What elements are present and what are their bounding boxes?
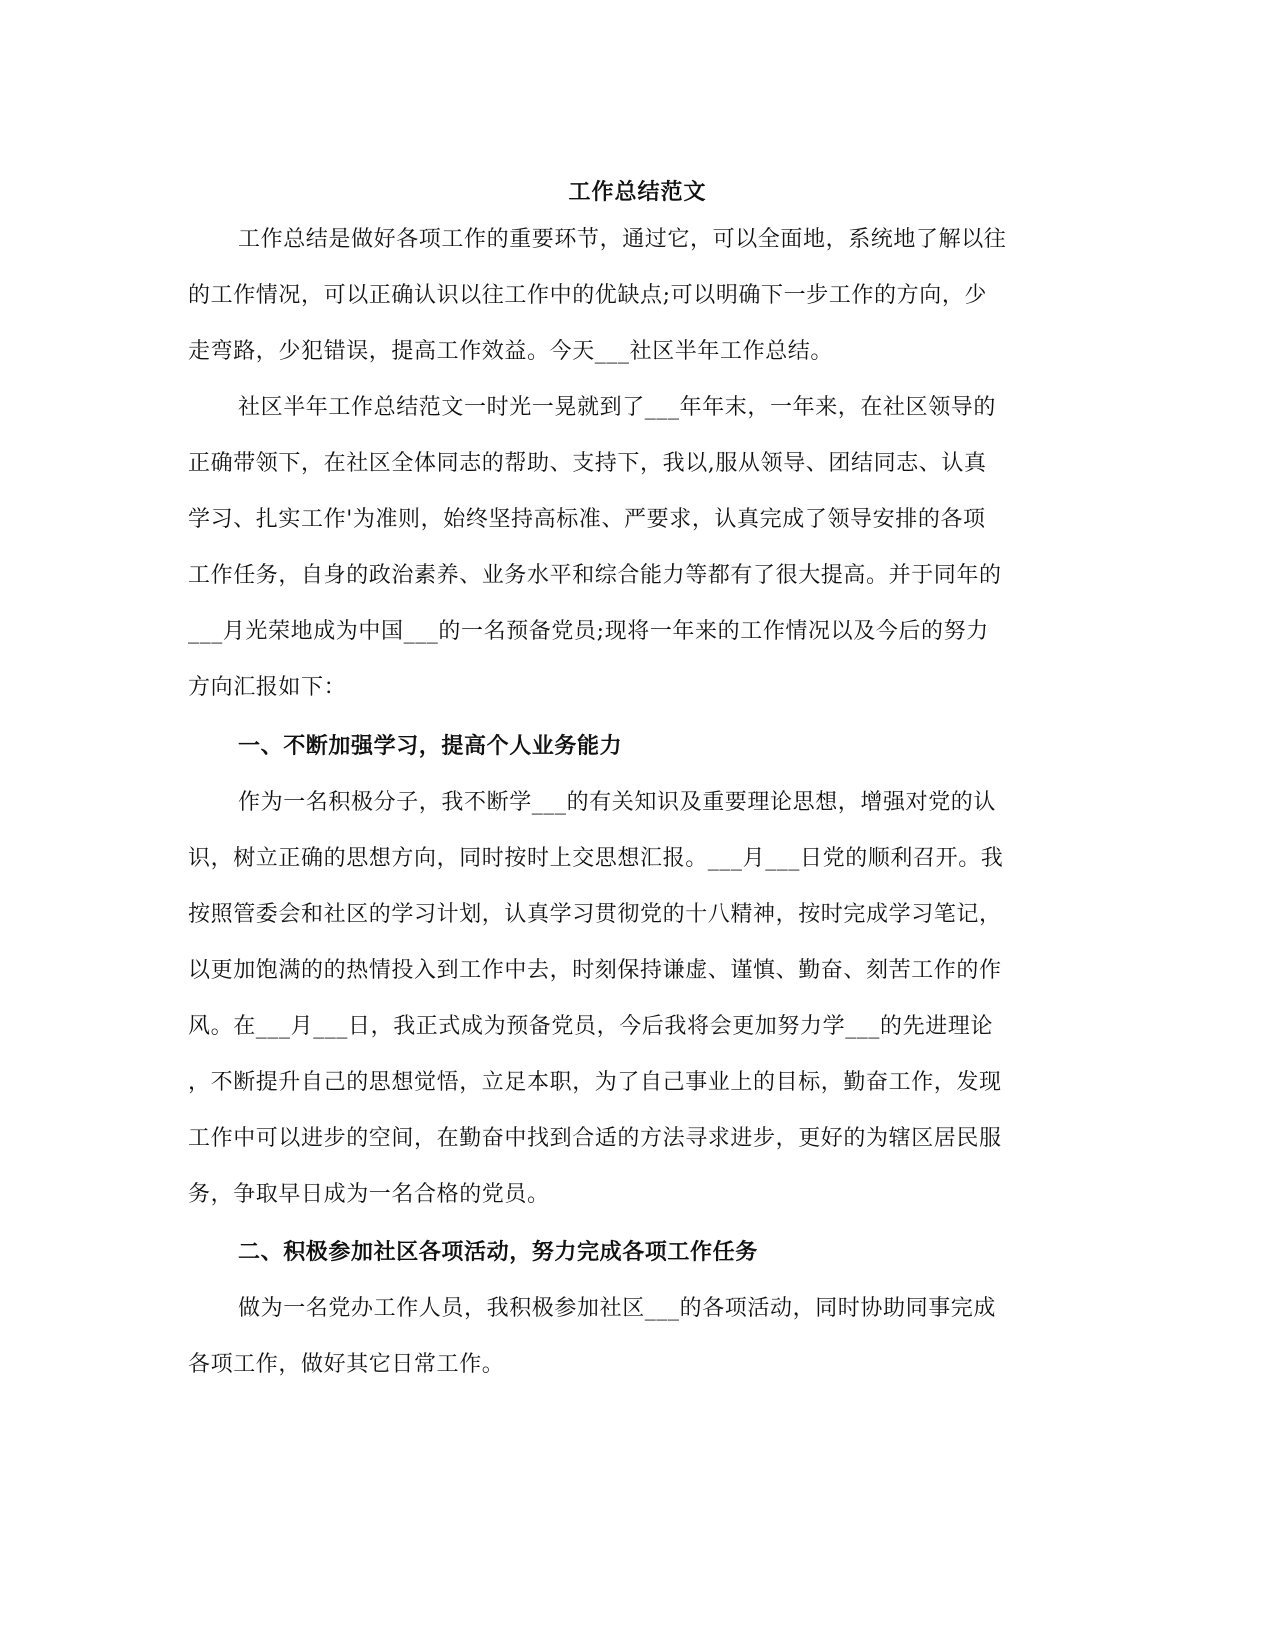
document-title: 工作总结范文 — [568, 179, 707, 205]
paragraph-line: 的工作情况，可以正确认识以往工作中的优缺点;可以明确下一步工作的方向，少 — [188, 283, 988, 308]
paragraph-line: 以更加饱满的的热情投入到工作中去，时刻保持谦虚、谨慎、勤奋、刻苦工作的作 — [188, 958, 1002, 983]
paragraph-line: 各项工作，做好其它日常工作。 — [188, 1352, 505, 1377]
paragraph-line: 识，树立正确的思想方向，同时按时上交思想汇报。___月___日党的顺利召开。我 — [188, 846, 1004, 871]
paragraph-line: 走弯路，少犯错误，提高工作效益。今天___社区半年工作总结。 — [188, 339, 834, 364]
paragraph-line: 按照管委会和社区的学习计划，认真学习贯彻党的十八精神，按时完成学习笔记， — [188, 902, 1002, 927]
paragraph-line: 工作中可以进步的空间，在勤奋中找到合适的方法寻求进步，更好的为辖区居民服 — [188, 1126, 1002, 1151]
paragraph-line: 社区半年工作总结范文一时光一晃就到了___年年末，一年来，在社区领导的 — [238, 395, 997, 420]
paragraph-line: 作为一名积极分子，我不断学___的有关知识及重要理论思想，增强对党的认 — [238, 790, 997, 815]
paragraph-line: ___月光荣地成为中国___的一名预备党员;现将一年来的工作情况以及今后的努力 — [188, 619, 989, 644]
paragraph-line: 务，争取早日成为一名合格的党员。 — [188, 1182, 550, 1207]
paragraph-line: 工作总结是做好各项工作的重要环节，通过它，可以全面地，系统地了解以往 — [238, 227, 1007, 252]
section-heading: 一、不断加强学习，提高个人业务能力 — [238, 733, 623, 759]
paragraph-line: 方向汇报如下： — [188, 675, 347, 700]
section-heading: 二、积极参加社区各项活动，努力完成各项工作任务 — [238, 1239, 758, 1265]
paragraph-line: 正确带领下，在社区全体同志的帮助、支持下，我以,服从领导、团结同志、认真 — [188, 451, 987, 476]
paragraph-line: 风。在___月___日，我正式成为预备党员，今后我将会更加努力学___的先进理论 — [188, 1014, 994, 1039]
paragraph-line: 学习、扎实工作'为准则，始终坚持高标准、严要求，认真完成了领导安排的各项 — [188, 507, 986, 532]
paragraph-line: 工作任务，自身的政治素养、业务水平和综合能力等都有了很大提高。并于同年的 — [188, 563, 1002, 588]
paragraph-line: 做为一名党办工作人员，我积极参加社区___的各项活动，同时协助同事完成 — [238, 1296, 997, 1321]
paragraph-line: ，不断提升自己的思想觉悟，立足本职，为了自己事业上的目标，勤奋工作，发现 — [188, 1070, 1002, 1095]
